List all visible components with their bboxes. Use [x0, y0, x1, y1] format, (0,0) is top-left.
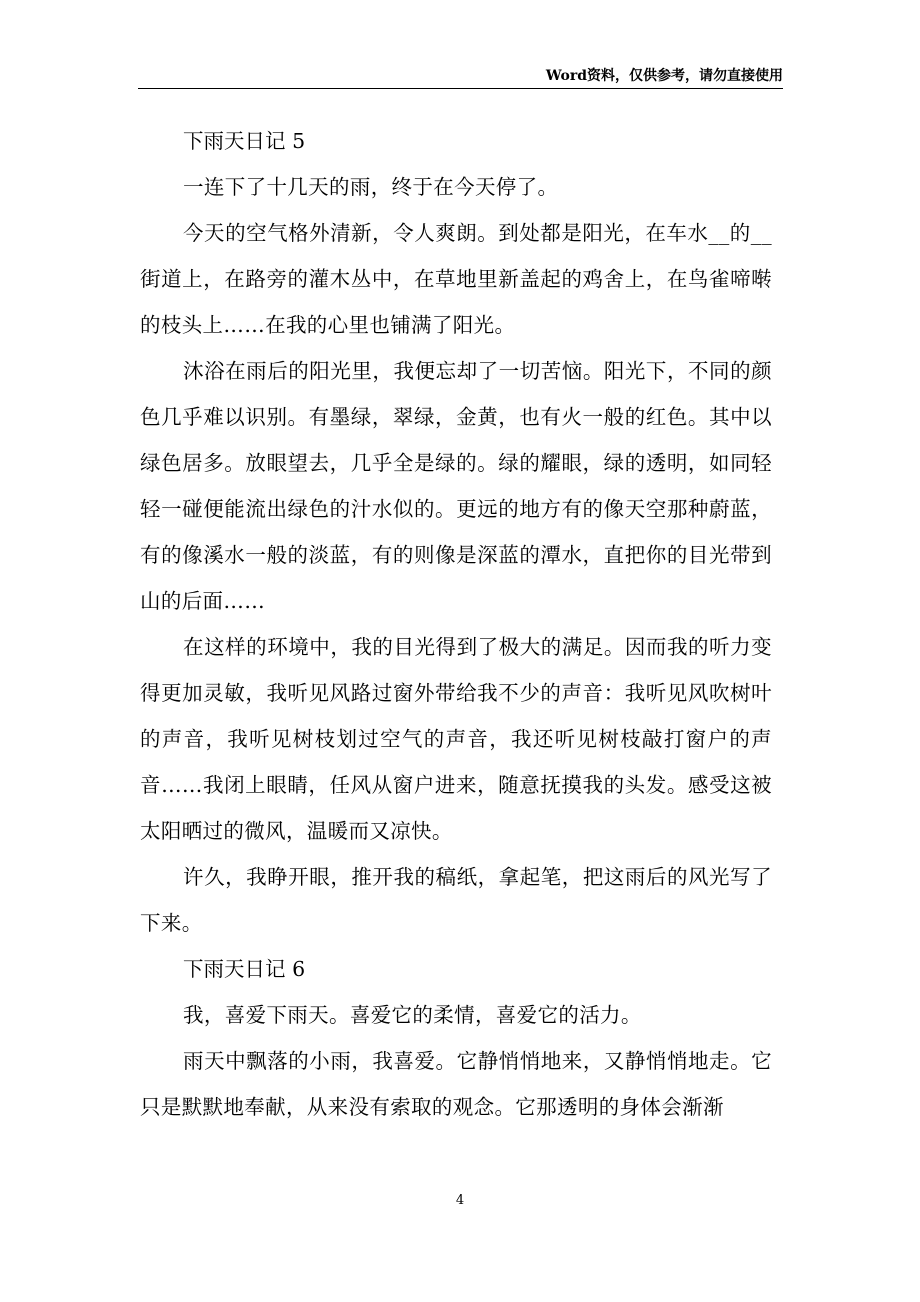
paragraph: 今天的空气格外清新，令人爽朗。到处都是阳光，在车水__的__街道上，在路旁的灌木丛中，在草地里新盖起的鸡舍上，在鸟雀啼啭的枝头上……在我的心里也铺满了阳光。 [140, 221, 772, 337]
paragraph: 在这样的环境中，我的目光得到了极大的满足。因而我的听力变得更加灵敏，我听见风路过窗外带给我不少的声音：我听见风吹树叶的声音，我听见树枝划过空气的声音，我还听见树枝敲打窗户的声音……我闭上眼睛，任风从窗户进来，随意抚摸我的头发。感受这被太阳晒过的微风，温暖而又凉快。 [140, 635, 772, 843]
header-disclaimer: Word资料，仅供参考，请勿直接使用 [545, 68, 783, 84]
paragraph: 一连下了十几天的雨，终于在今天停了。 [183, 175, 559, 199]
paragraph: 沐浴在雨后的阳光里，我便忘却了一切苦恼。阳光下，不同的颜色几乎难以识别。有墨绿，翠绿，金黄，也有火一般的红色。其中以绿色居多。放眼望去，几乎全是绿的。绿的耀眼，绿的透明，如同轻轻一碰便能流出绿色的汁水似的。更远的地方有的像天空那种蔚蓝，有的像溪水一般的淡蓝，有的则像是深蓝的潭水，直把你的目光带到山的后面…… [140, 359, 772, 613]
page-header [138, 66, 783, 89]
paragraph: 我，喜爱下雨天。喜爱它的柔情，喜爱它的活力。 [183, 1003, 642, 1027]
section-title: 下雨天日记 5 [183, 129, 306, 153]
section-title: 下雨天日记 6 [183, 957, 306, 981]
paragraph: 许久，我睁开眼，推开我的稿纸，拿起笔，把这雨后的风光写了下来。 [140, 865, 772, 935]
document-body [140, 118, 772, 1130]
page-number: 4 [455, 1193, 465, 1208]
paragraph: 雨天中飘落的小雨，我喜爱。它静悄悄地来，又静悄悄地走。它只是默默地奉献，从来没有索取的观念。它那透明的身体会渐渐 [140, 1049, 772, 1119]
